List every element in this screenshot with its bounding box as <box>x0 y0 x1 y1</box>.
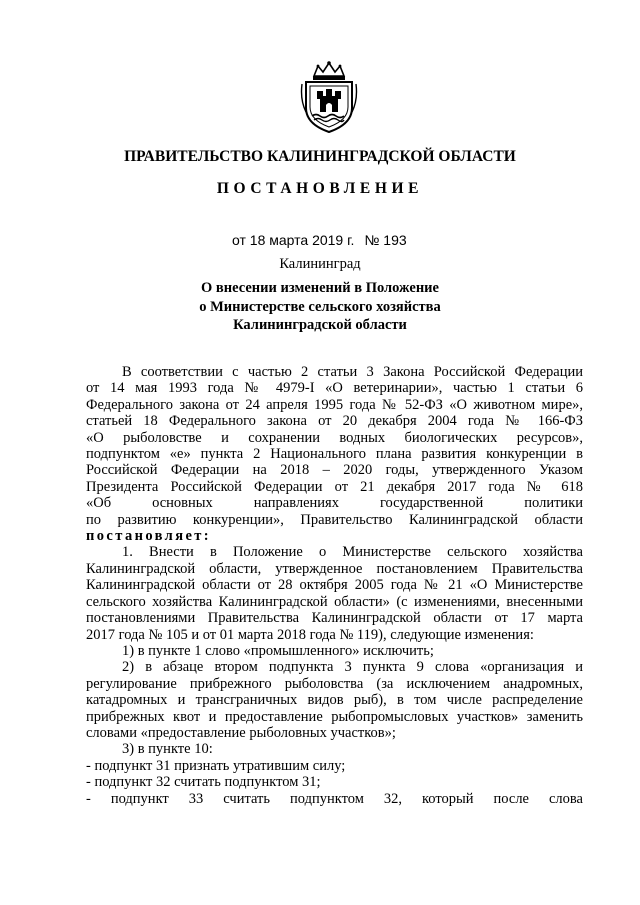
body-line: 2) в абзаце втором подпункта 3 пункта 9 слова «организация и <box>122 659 583 676</box>
body-line: статьей 18 Федерального закона от 20 декабря 2004 года № 166-ФЗ <box>86 413 583 430</box>
body-line: прибрежных квот и предоставление рыбопромысловых участков» заменить <box>86 708 583 725</box>
body-line: - подпункт 31 признать утратившим силу; <box>86 757 346 774</box>
government-name: ПРАВИТЕЛЬСТВО КАЛИНИНГРАДСКОЙ ОБЛАСТИ <box>124 148 516 165</box>
body-line: 3) в пункте 10: <box>122 741 213 758</box>
decree-word: постановляет: <box>86 528 212 545</box>
body-line: подпунктом «е» пункта 2 Национального плана развития конкуренции в <box>86 446 583 463</box>
document-number: № 193 <box>364 232 407 248</box>
body-line: В соответствии с частью 2 статьи 3 Закона Российской Федерации <box>122 364 583 380</box>
title-line: Калининградской области <box>233 317 407 333</box>
body-line: от 14 мая 1993 года № 4979-I «О ветеринарии», частью 1 статьи 6 <box>86 380 583 397</box>
city: Калининград <box>279 256 361 272</box>
date-line <box>232 232 407 248</box>
body-line: Федерального закона от 24 апреля 1995 года № 52-ФЗ «О животном мире», <box>86 396 583 413</box>
body-line: «Об основных направлениях государственной политики <box>86 495 583 512</box>
body-line: словами «предоставление рыболовных участков»; <box>86 724 396 741</box>
document-title <box>0 279 640 335</box>
body-line: регулирование прибрежного рыболовства (за исключением анадромных, <box>86 675 583 692</box>
body-line: 2017 года № 105 и от 01 марта 2018 года № 119), следующие изменения: <box>86 626 534 643</box>
body-line: постановлениями Правительства Калининградской области от 17 марта <box>86 610 583 627</box>
body-line: сельского хозяйства Калининградской области» (с изменениями, внесенными <box>86 593 583 610</box>
title-line: о Министерстве сельского хозяйства <box>199 298 441 315</box>
body-line: Президента Российской Федерации от 21 декабря 2017 года № 618 <box>86 478 583 495</box>
body-line: 1. Внести в Положение о Министерстве сельского хозяйства <box>122 544 583 561</box>
body-line: Российской Федерации на 2018 – 2020 годы, утвержденного Указом <box>86 462 583 479</box>
document-date: от 18 марта 2019 г. <box>232 232 355 248</box>
body-line: - подпункт 32 считать подпунктом 31; <box>86 774 321 791</box>
body-line: катадромных и трансграничных видов рыб), в том числе распределение <box>86 692 583 709</box>
document-body <box>86 364 583 807</box>
body-line: «О рыболовстве и сохранении водных биологических ресурсов», <box>86 429 583 446</box>
title-line: О внесении изменений в Положение <box>201 280 439 296</box>
body-line: - подпункт 33 считать подпунктом 32, который после слова <box>86 790 583 807</box>
document-type: ПОСТАНОВЛЕНИЕ <box>216 180 424 197</box>
body-line: 1) в пункте 1 слово «промышленного» исключить; <box>122 642 434 659</box>
body-line: Калининградской области, утвержденное постановлением Правительства <box>86 560 583 577</box>
body-line: по развитию конкуренции», Правительство Калининградской области <box>86 511 583 528</box>
coat-of-arms-icon <box>300 60 358 134</box>
body-line: Калининградской области от 28 октября 2005 года № 21 «О Министерстве <box>86 577 583 594</box>
